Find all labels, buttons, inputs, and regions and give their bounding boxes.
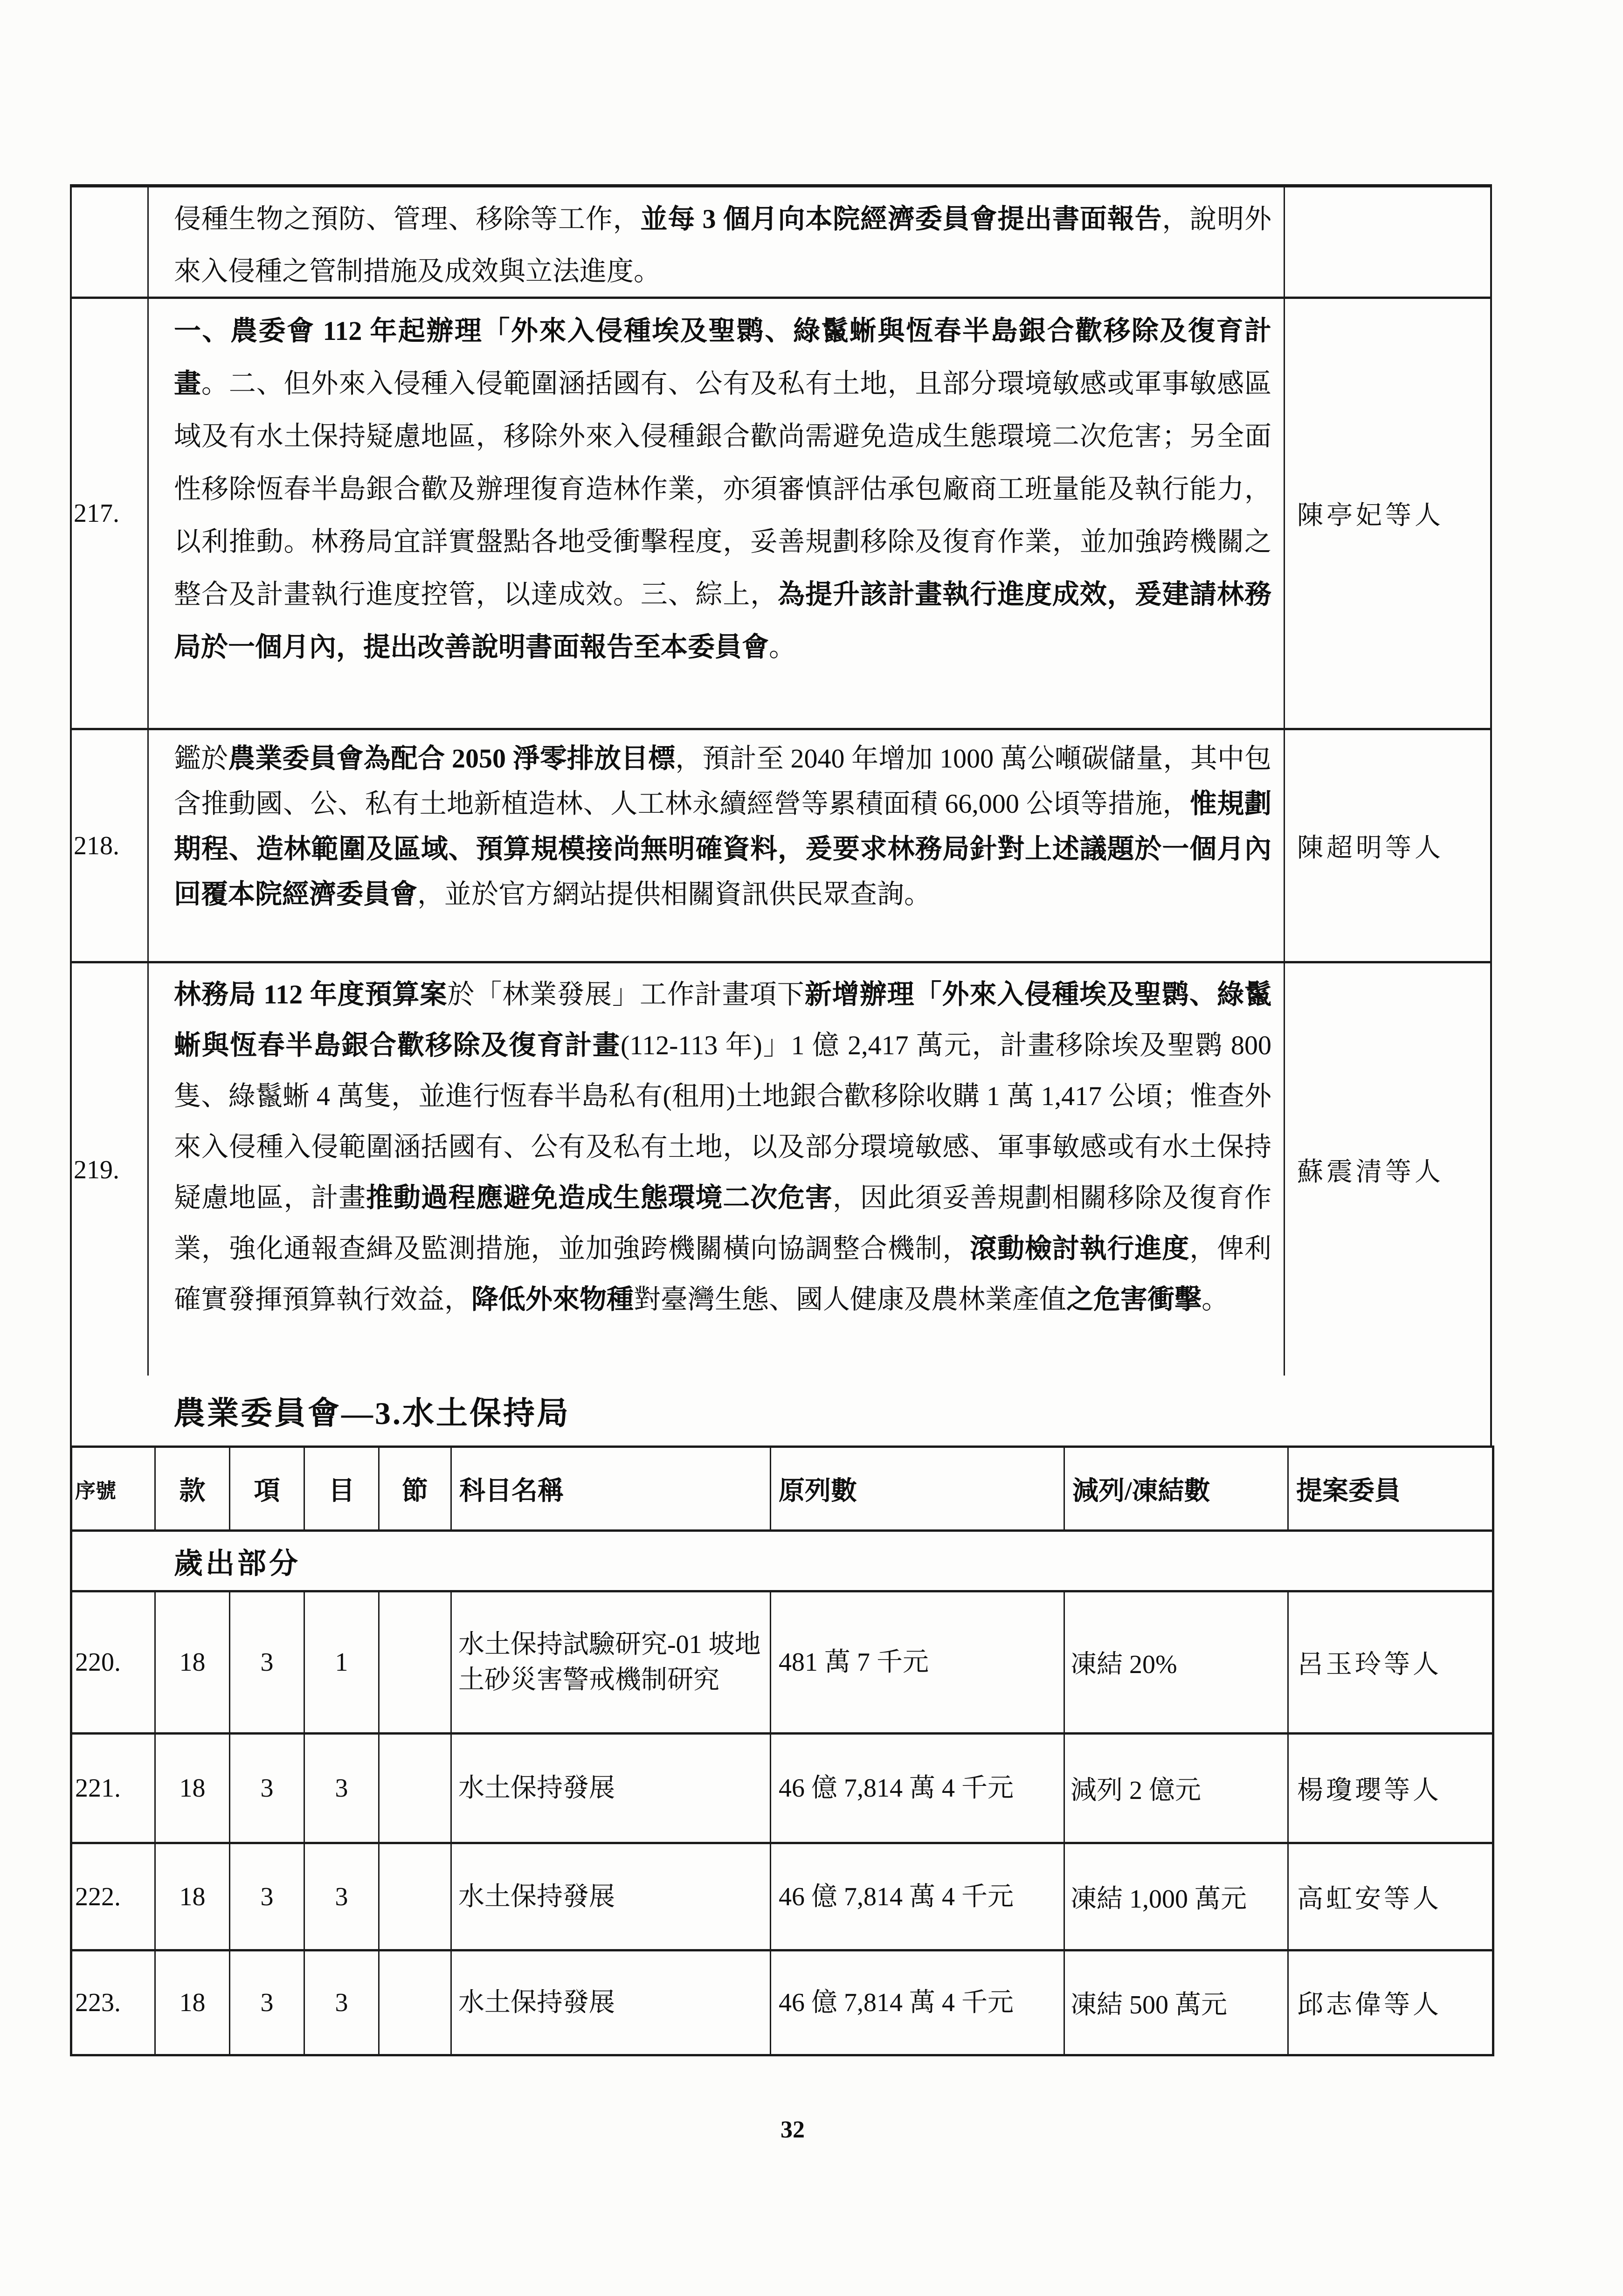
- proposer-cell: 邱志偉等人: [1288, 1950, 1493, 2055]
- budget-row: [71, 1843, 1493, 1950]
- budget-header-row: [71, 1447, 1493, 1531]
- xiang-cell: 3: [230, 1734, 304, 1843]
- jie-cell: [379, 1591, 451, 1734]
- mu-cell: 3: [304, 1950, 379, 2055]
- text-segment: 。二、但外來入侵種入侵範圍涵括國有、公有及私有土地，且部分環境敏感或軍事敏感區域及有水土保持疑慮地區，移除外來入侵種銀合歡尚需避免造成生態環境二次危害；另全面性移除恆春半島銀合歡及辦理復育造林作業，亦須審慎評估承包廠商工班量能及執行能力，以利推動。林務局宜詳實盤點各地受衝擊程度，妥善規劃移除及復育作業，並加強跨機關之整合及計畫執行進度控管，以達成效。三、綜上，: [174, 368, 1271, 609]
- bold-text-segment: 降低外來物種: [471, 1284, 634, 1314]
- text-segment: ，預計至 2040 年增加 1000 萬公噸碳儲量，其中包含推動國、公、私有土地新植造林、人工林永續經營等累積面積 66,000 公頃等措施，: [174, 743, 1271, 819]
- resolution-row: [72, 297, 1490, 728]
- column-header: 項: [230, 1447, 304, 1531]
- reduction-freeze-cell: 凍結 20%: [1064, 1591, 1288, 1734]
- original-amount-cell: 481 萬 7 千元: [771, 1591, 1064, 1734]
- budget-section-label: 歲出部分: [71, 1531, 1493, 1591]
- proposer-cell: 楊瓊瓔等人: [1288, 1734, 1493, 1843]
- row-serial: [72, 187, 149, 297]
- bold-text-segment: 之危害衝擊: [1066, 1284, 1202, 1314]
- kuan-cell: 18: [155, 1843, 230, 1950]
- budget-row: [71, 1591, 1493, 1734]
- text-segment: ，因此須妥善規劃相關移除及復育作業，強化通報查緝及監測措施，並加強跨機關橫向協調整合機制，: [174, 1183, 1271, 1264]
- text-segment: 。: [1202, 1284, 1229, 1314]
- text-segment: 對臺灣生態、國人健康及農林業產值: [634, 1284, 1067, 1314]
- bold-text-segment: 滾動檢討執行進度: [970, 1233, 1190, 1264]
- page-number: 32: [780, 2116, 805, 2143]
- budget-row: [71, 1734, 1493, 1843]
- kuan-cell: 18: [155, 1734, 230, 1843]
- budget-row: [71, 1950, 1493, 2055]
- subject-name-cell: 水土保持發展: [451, 1950, 771, 2055]
- proposer-cell: 呂玉玲等人: [1288, 1591, 1493, 1734]
- mu-cell: 1: [304, 1591, 379, 1734]
- reduction-freeze-cell: 凍結 500 萬元: [1064, 1950, 1288, 2055]
- budget-section-row: [71, 1531, 1493, 1591]
- mu-cell: 3: [304, 1734, 379, 1843]
- text-segment: (112-113 年)」1 億 2,417 萬元，計畫移除埃及聖鹮 800 隻、綠鬣蜥 4 萬隻，並進行恆春半島私有(租用)土地銀合歡移除收購 1 萬 1,417 公頃；惟查外來入侵種入侵範圍涵括國有、公有及私有土地，以及部分環境敏感、軍事敏感或有水土保持疑慮地區，計畫: [174, 1030, 1271, 1213]
- bold-text-segment: 惟規劃期程、造林範圍及區域、預算規模接尚無明確資料，爰要求林務局針對上述議題於一個月內回覆本院經濟委員會: [174, 788, 1271, 909]
- kuan-cell: 18: [155, 1591, 230, 1734]
- resolution-row: [72, 961, 1490, 1376]
- jie-cell: [379, 1950, 451, 2055]
- resolution-text: [149, 299, 1285, 728]
- text-segment: 侵種生物之預防、管理、移除等工作，: [174, 204, 641, 234]
- original-amount-cell: 46 億 7,814 萬 4 千元: [771, 1843, 1064, 1950]
- proposer-name: 陳亭妃等人: [1297, 501, 1444, 530]
- proposer-name: [1285, 187, 1490, 297]
- column-header: 節: [379, 1447, 451, 1531]
- column-header: 科目名稱: [451, 1447, 771, 1531]
- text-segment: ，並於官方網站提供相關資訊供民眾查詢。: [417, 879, 932, 909]
- mu-cell: 3: [304, 1843, 379, 1950]
- xiang-cell: 3: [230, 1591, 304, 1734]
- bold-text-segment: 農業委員會為配合 2050 淨零排放目標: [228, 743, 676, 774]
- section-title-text: 農業委員會—3.水土保持局: [173, 1395, 571, 1431]
- text-segment: 於「林業發展」工作計畫項下: [447, 979, 805, 1010]
- subject-name-cell: 水土保持發展: [451, 1843, 771, 1950]
- resolution-table: [70, 184, 1492, 1379]
- proposer-name: 蘇震清等人: [1297, 1157, 1444, 1187]
- column-header: 原列數: [771, 1447, 1064, 1531]
- original-amount-cell: 46 億 7,814 萬 4 千元: [771, 1734, 1064, 1843]
- resolution-text: [149, 187, 1285, 297]
- bold-text-segment: 推動過程應避免造成生態環境二次危害: [366, 1183, 833, 1213]
- bold-text-segment: 並每 3 個月向本院經濟委員會提出書面報告: [640, 204, 1162, 234]
- column-header: 減列/凍結數: [1064, 1447, 1288, 1531]
- original-amount-cell: 46 億 7,814 萬 4 千元: [771, 1950, 1064, 2055]
- text-segment: 。: [769, 632, 796, 662]
- bold-text-segment: 一、農委會 112 年起辦理「外來入侵種埃及聖鹮、綠鬣蜥與恆春半島銀合歡移除及復育計畫: [174, 316, 1271, 399]
- column-header: 款: [155, 1447, 230, 1531]
- xiang-cell: 3: [230, 1950, 304, 2055]
- section-title: [70, 1376, 1492, 1445]
- row-serial: 218.: [72, 730, 149, 961]
- subject-name-cell: 水土保持發展: [451, 1734, 771, 1843]
- row-serial: 217.: [72, 299, 149, 728]
- serial-cell: 221.: [71, 1734, 155, 1843]
- text-segment: ，說明外來入侵種之管制措施及成效與立法進度。: [174, 204, 1271, 286]
- proposer-name: 陳超明等人: [1297, 833, 1444, 863]
- serial-cell: 220.: [71, 1591, 155, 1734]
- column-header: 序號: [71, 1447, 155, 1531]
- jie-cell: [379, 1843, 451, 1950]
- column-header: 提案委員: [1288, 1447, 1493, 1531]
- text-segment: 鑑於: [174, 743, 228, 774]
- bold-text-segment: 為提升該計畫執行進度成效，爰建請林務局於一個月內，提出改善說明書面報告至本委員會: [174, 579, 1271, 662]
- kuan-cell: 18: [155, 1950, 230, 2055]
- column-header: 目: [304, 1447, 379, 1531]
- proposer-cell: 高虹安等人: [1288, 1843, 1493, 1950]
- budget-table: [70, 1445, 1494, 2056]
- reduction-freeze-cell: 凍結 1,000 萬元: [1064, 1843, 1288, 1950]
- row-serial: 219.: [72, 963, 149, 1376]
- jie-cell: [379, 1734, 451, 1843]
- text-segment: ，俾利確實發揮預算執行效益，: [174, 1233, 1271, 1314]
- reduction-freeze-cell: 減列 2 億元: [1064, 1734, 1288, 1843]
- bold-text-segment: 新增辦理「外來入侵種埃及聖鹮、綠鬣蜥與恆春半島銀合歡移除及復育計畫: [174, 979, 1271, 1060]
- subject-name-cell: 水土保持試驗研究-01 坡地土砂災害警戒機制研究: [451, 1591, 771, 1734]
- resolution-row: [72, 187, 1490, 297]
- serial-cell: 222.: [71, 1843, 155, 1950]
- resolution-text: [149, 963, 1285, 1376]
- bold-text-segment: 林務局 112 年度預算案: [174, 979, 448, 1010]
- resolution-text: [149, 730, 1285, 961]
- resolution-row: [72, 728, 1490, 961]
- serial-cell: 223.: [71, 1950, 155, 2055]
- xiang-cell: 3: [230, 1843, 304, 1950]
